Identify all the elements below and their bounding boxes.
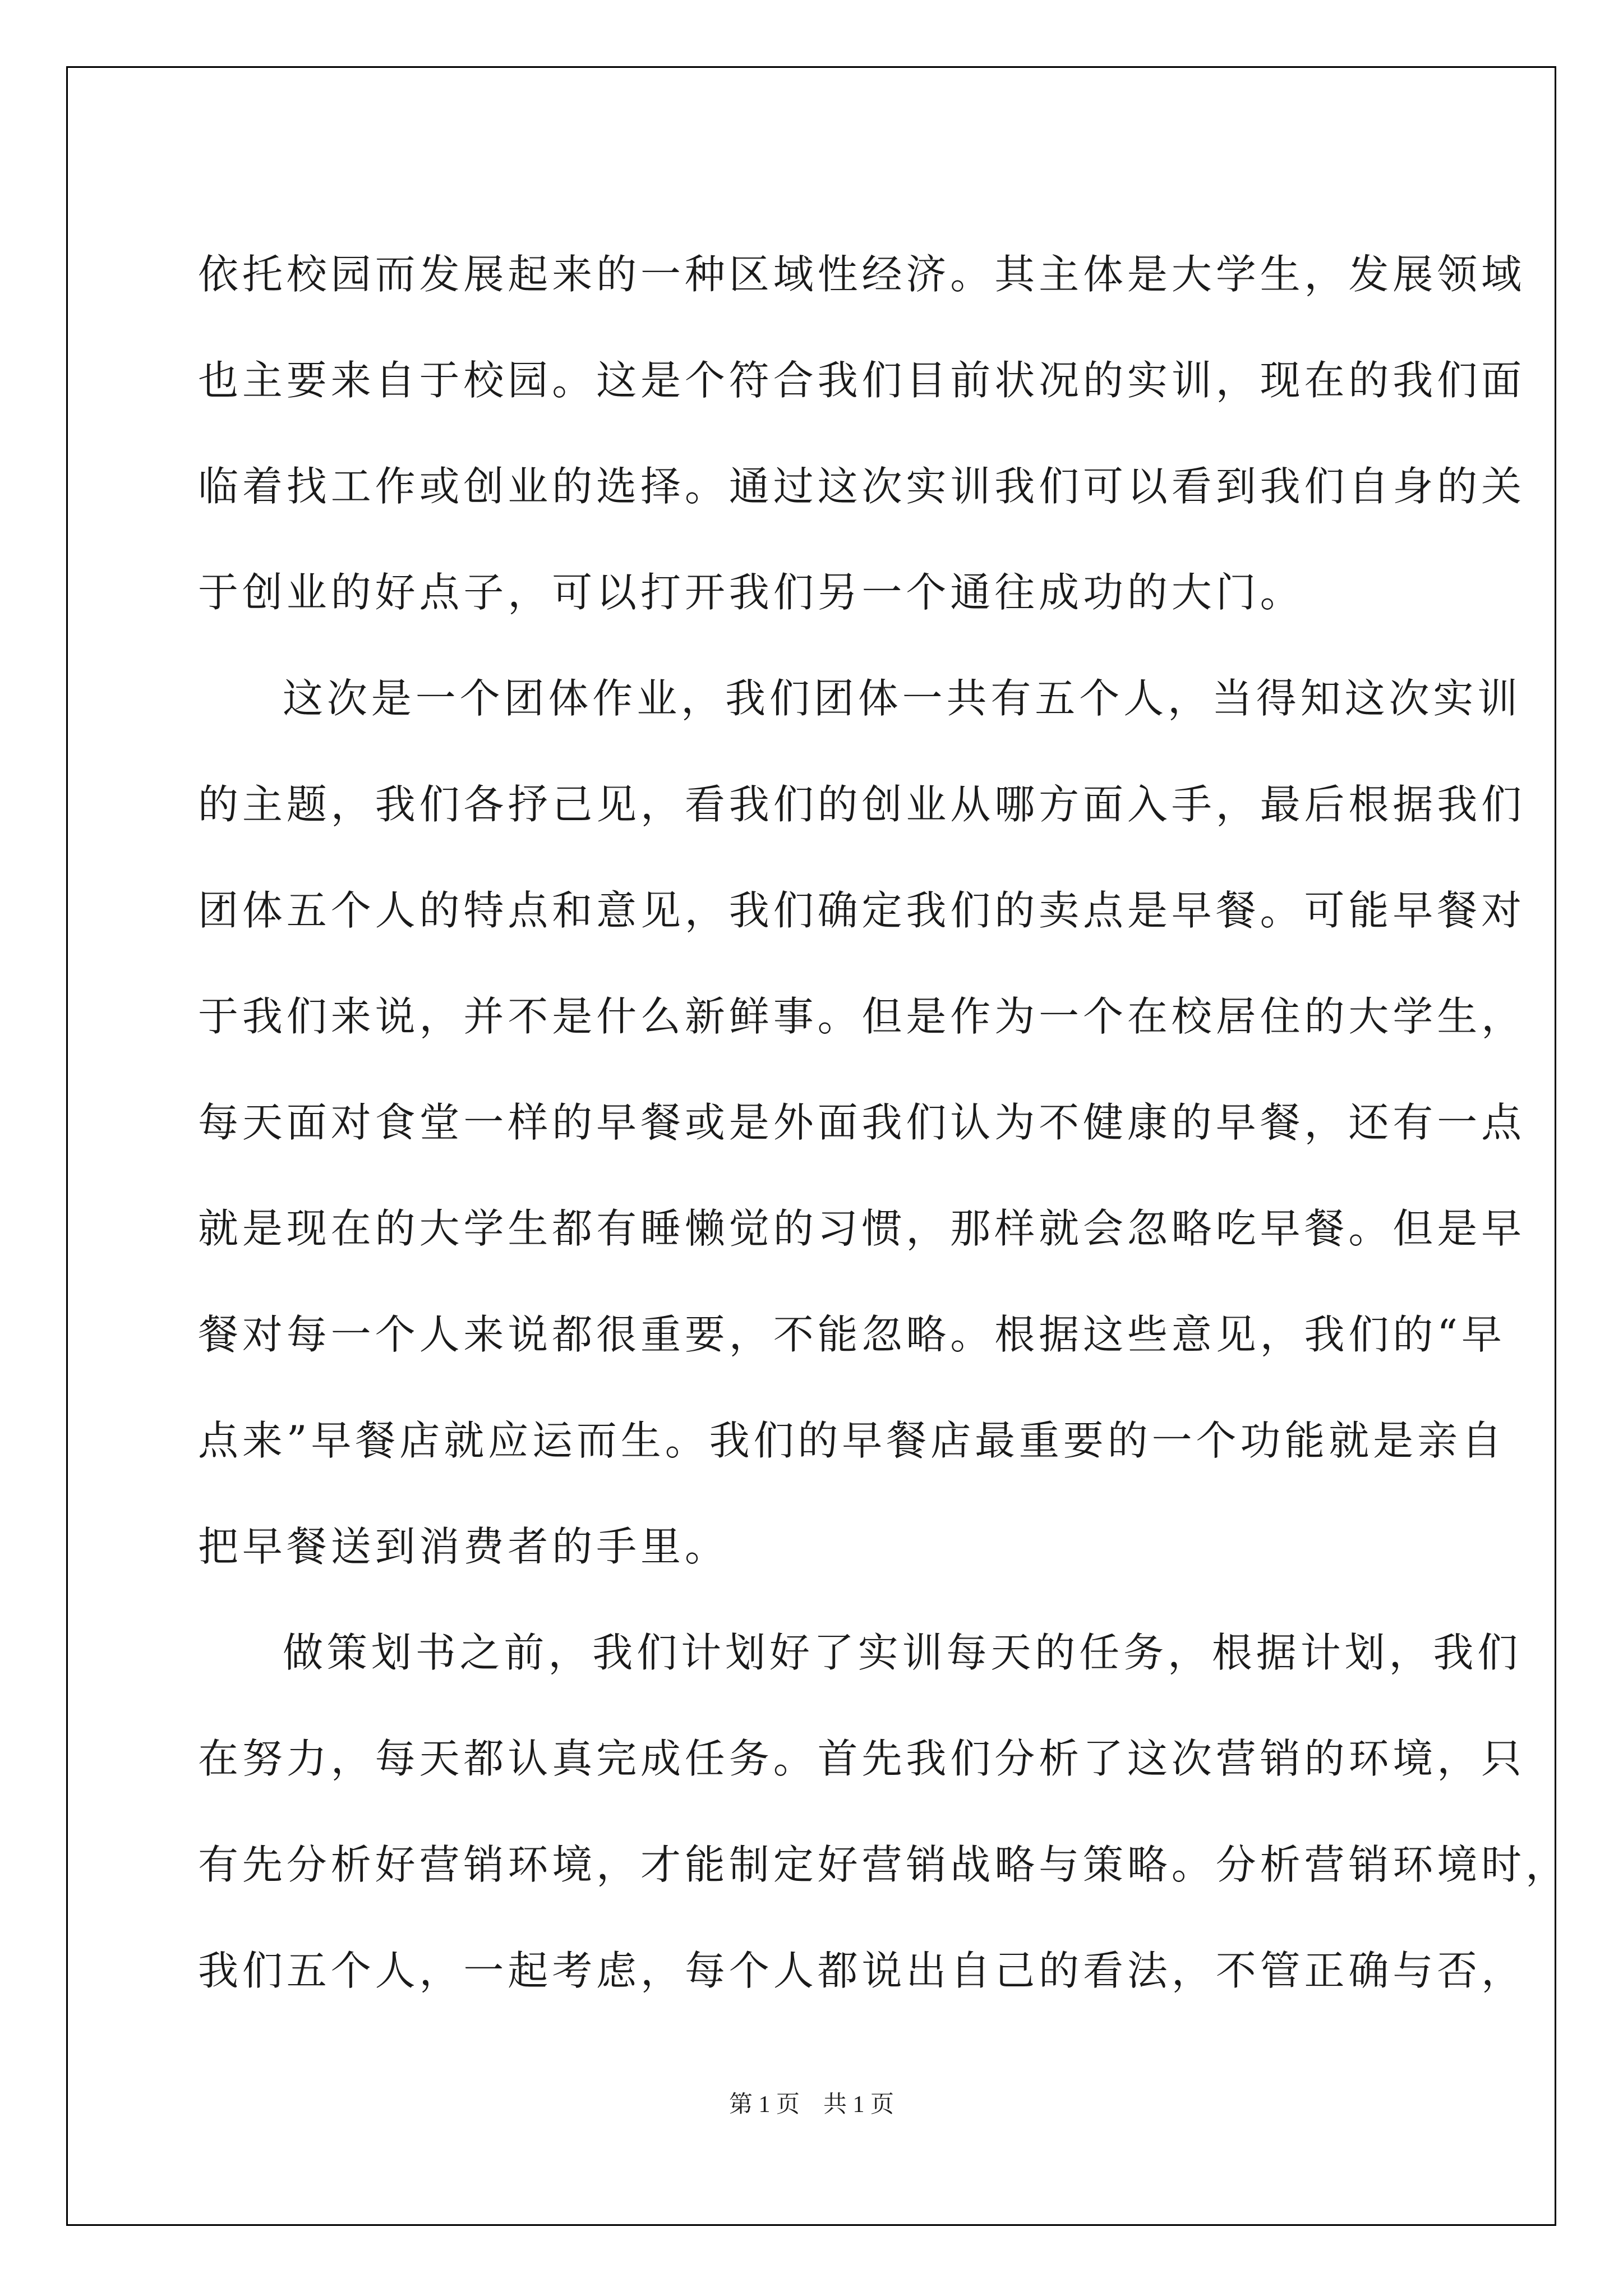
text-line: 的主题，我们各抒己见，看我们的创业从哪方面入手，最后根据我们 — [198, 781, 1526, 828]
text-line: 点来”早餐店就应运而生。我们的早餐店最重要的一个功能就是亲自 — [198, 1417, 1506, 1464]
text-line: 有先分析好营销环境，才能制定好营销战略与策略。分析营销环境时， — [198, 1841, 1570, 1888]
document-body — [198, 222, 1570, 2024]
text-line: 这次是一个团体作业，我们团体一共有五个人，当得知这次实训 — [283, 675, 1522, 722]
text-line: 在努力，每天都认真完成任务。首先我们分析了这次营销的环境，只 — [198, 1735, 1526, 1782]
text-line: 团体五个人的特点和意见，我们确定我们的卖点是早餐。可能早餐对 — [198, 887, 1526, 934]
text-line: 于我们来说，并不是什么新鲜事。但是作为一个在校居住的大学生， — [198, 993, 1526, 1040]
text-line: 餐对每一个人来说都很重要，不能忽略。根据这些意见，我们的“早 — [198, 1311, 1506, 1358]
text-line: 也主要来自于校园。这是个符合我们目前状况的实训，现在的我们面 — [198, 357, 1526, 404]
text-line: 临着找工作或创业的选择。通过这次实训我们可以看到我们自身的关 — [198, 463, 1526, 510]
text-line: 做策划书之前，我们计划好了实训每天的任务，根据计划，我们 — [283, 1629, 1522, 1676]
text-line: 于创业的好点子，可以打开我们另一个通往成功的大门。 — [198, 569, 1304, 616]
text-line: 每天面对食堂一样的早餐或是外面我们认为不健康的早餐，还有一点 — [198, 1099, 1526, 1146]
text-line: 我们五个人，一起考虑，每个人都说出自己的看法，不管正确与否， — [198, 1947, 1526, 1994]
page-number-footer: 第 1 页 共 1 页 — [728, 2092, 894, 2118]
text-line: 把早餐送到消费者的手里。 — [198, 1523, 729, 1570]
text-line: 依托校园而发展起来的一种区域性经济。其主体是大学生，发展领域 — [198, 251, 1526, 298]
text-line: 就是现在的大学生都有睡懒觉的习惯，那样就会忽略吃早餐。但是早 — [198, 1205, 1526, 1252]
